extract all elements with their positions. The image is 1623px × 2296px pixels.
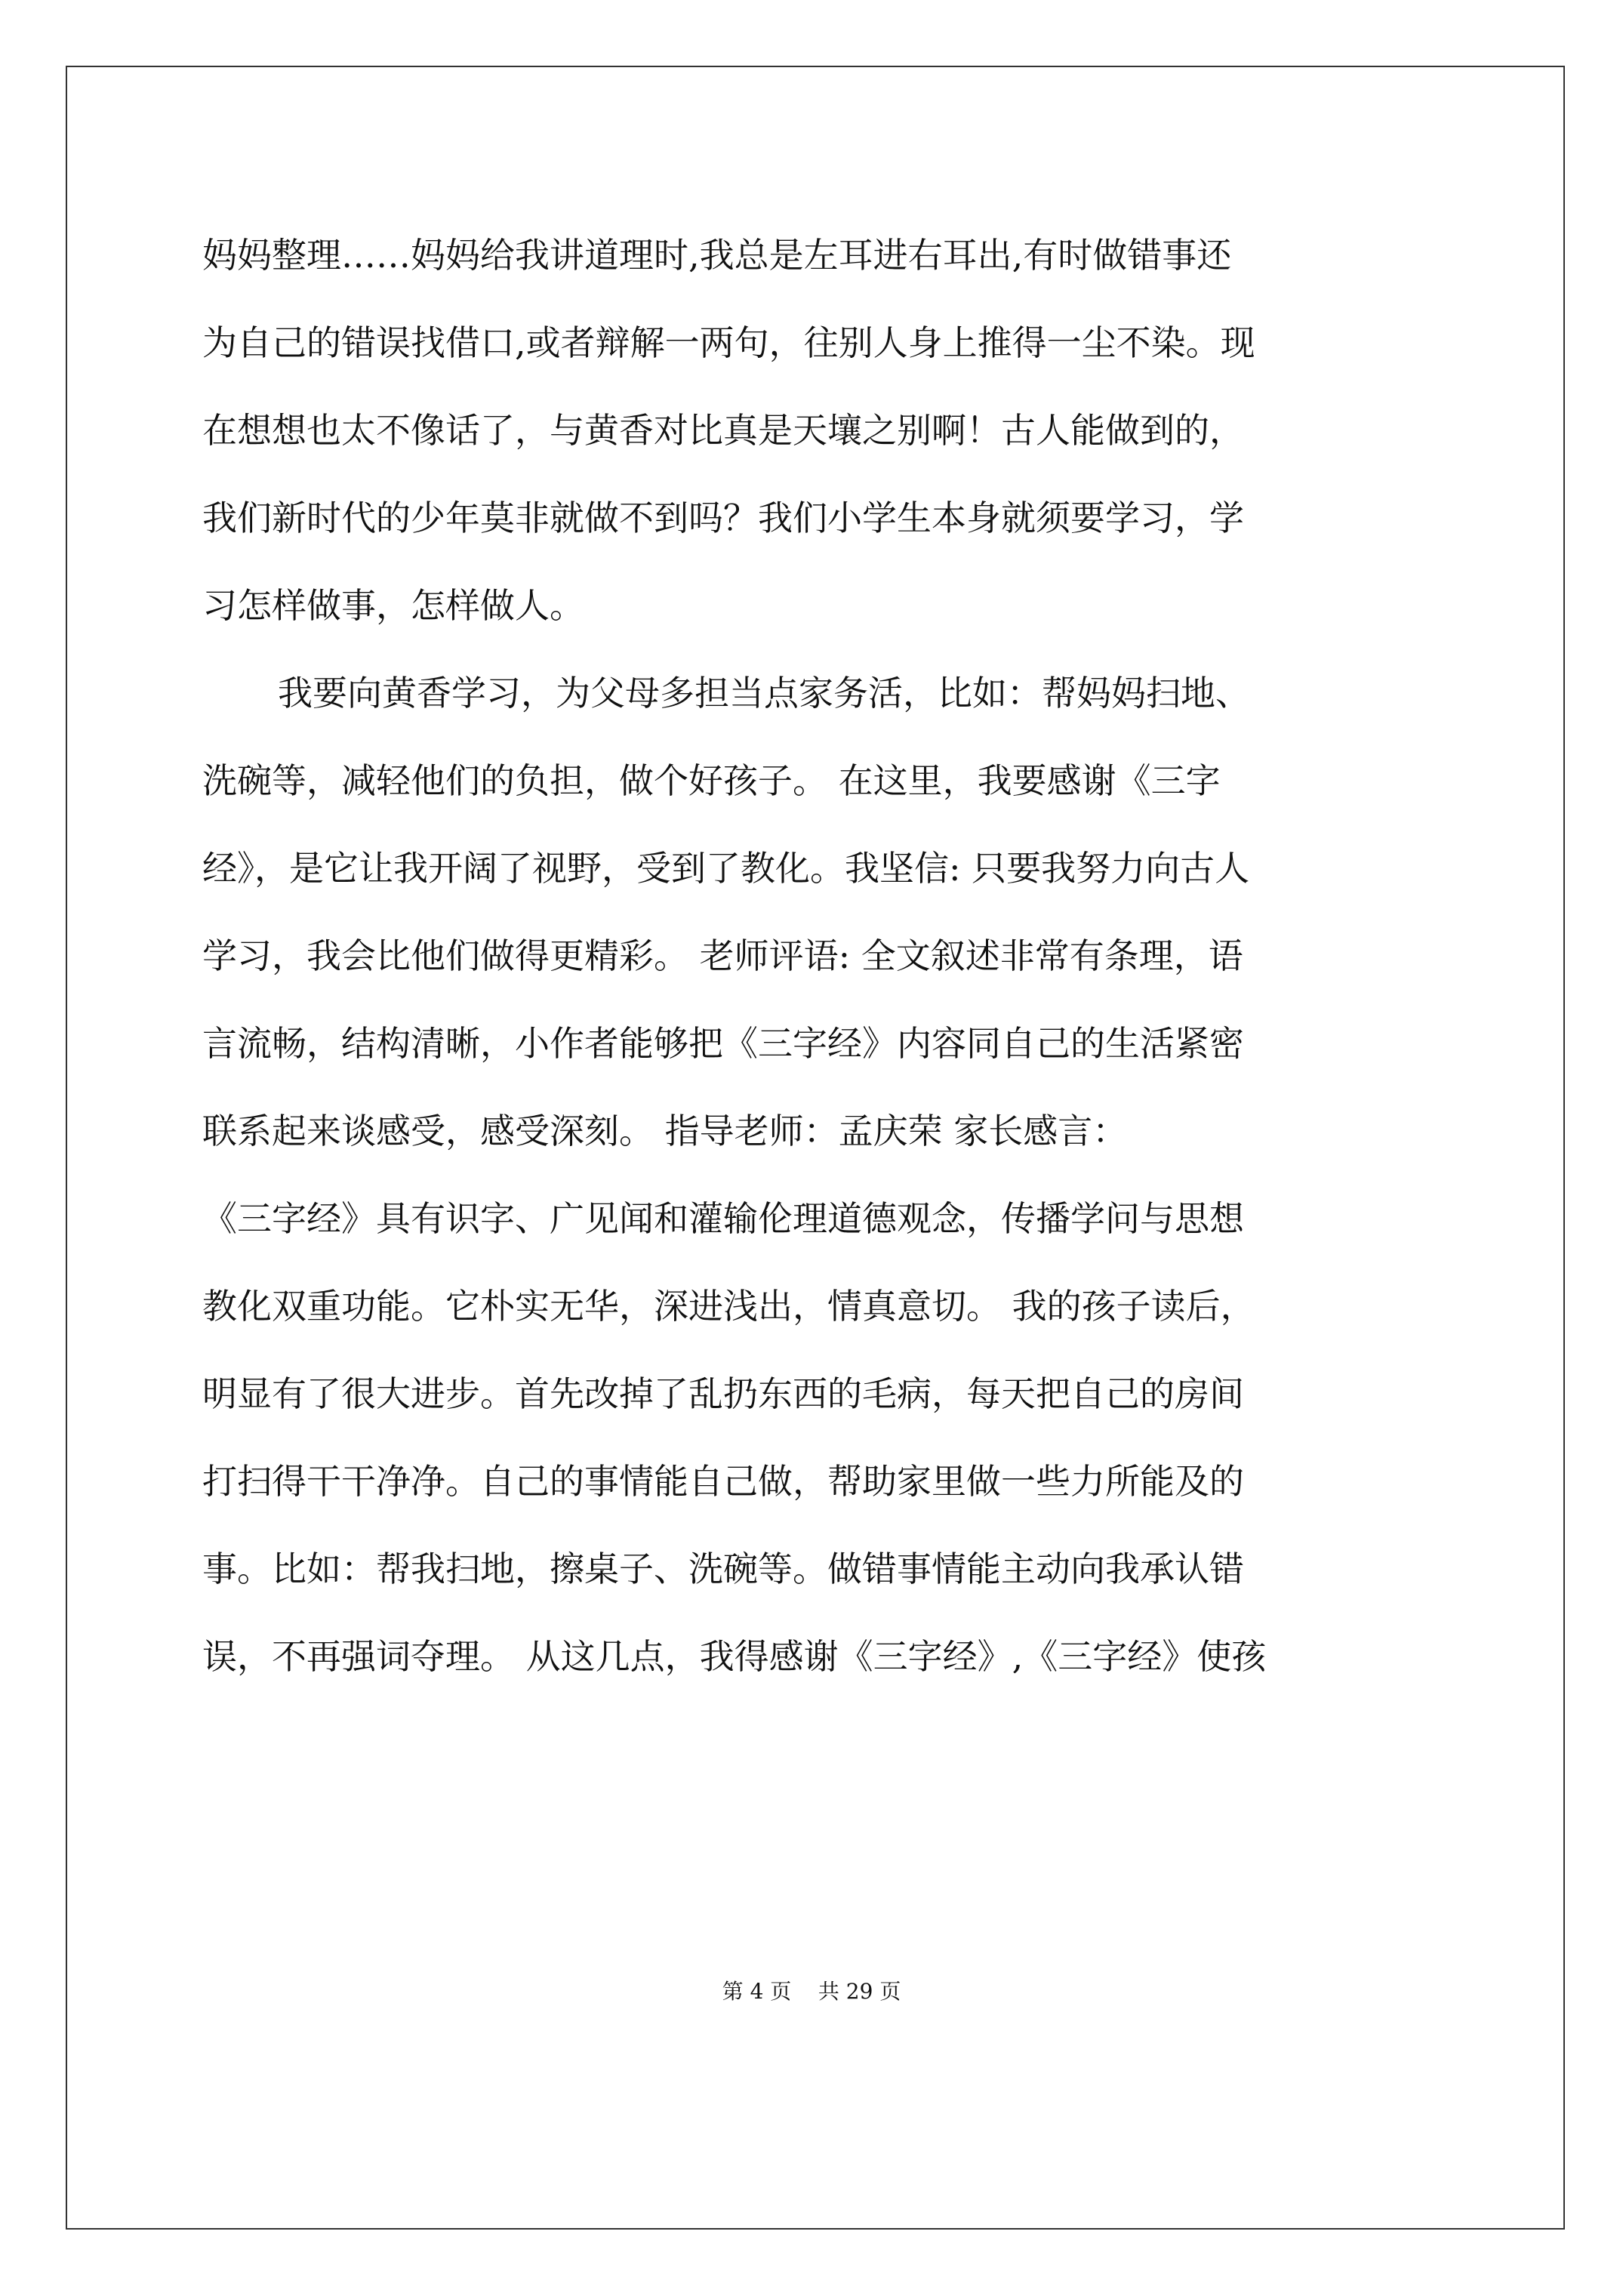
text-line: 《三字经》具有识字、广见闻和灌输伦理道德观念，传播学问与思想 [202,1198,1244,1239]
document-body [202,211,1478,1700]
text-line: 经》，是它让我开阔了视野，受到了教化。我坚信: 只要我努力向古人 [202,848,1250,889]
text-line: 教化双重功能。它朴实无华，深进浅出，情真意切。 我的孩子读后， [202,1286,1255,1327]
text-line: 洗碗等，减轻他们的负担，做个好孩子。 在这里，我要感谢《三字 [202,760,1221,801]
text-line: 学习，我会比他们做得更精彩。 老师评语: 全文叙述非常有条理，语 [202,935,1243,976]
text-line: 习怎样做事，怎样做人。 [202,585,584,626]
text-line: 在想想也太不像话了，与黄香对比真是天壤之别啊！古人能做到的， [202,410,1244,451]
text-line: 事。比如：帮我扫地，擦桌子、洗碗等。做错事情能主动向我承认错 [202,1549,1244,1589]
text-line: 我们新时代的少年莫非就做不到吗？我们小学生本身就须要学习，学 [202,498,1244,538]
text-line: 为自己的错误找借口,或者辩解一两句，往别人身上推得一尘不染。现 [202,322,1255,363]
text-line: 打扫得干干净净。自己的事情能自己做，帮助家里做一些力所能及的 [202,1461,1244,1502]
text-line: 联系起来谈感受，感受深刻。 指导老师：孟庆荣 家长感言： [202,1111,1128,1151]
text-line: 误，不再强词夺理。 从这几点，我得感谢《三字经》,《三字经》使孩 [202,1636,1267,1677]
text-line: 言流畅，结构清晰，小作者能够把《三字经》内容同自己的生活紧密 [202,1023,1244,1064]
page-number-footer: 第 4 页 共 29 页 [722,1979,901,2004]
text-line: 明显有了很大进步。首先改掉了乱扔东西的毛病，每天把自己的房间 [202,1373,1244,1414]
text-line: 妈妈整理……妈妈给我讲道理时,我总是左耳进右耳出,有时做错事还 [202,235,1232,276]
paragraph-start-line: 我要向黄香学习，为父母多担当点家务活，比如：帮妈妈扫地、 [278,673,1250,713]
